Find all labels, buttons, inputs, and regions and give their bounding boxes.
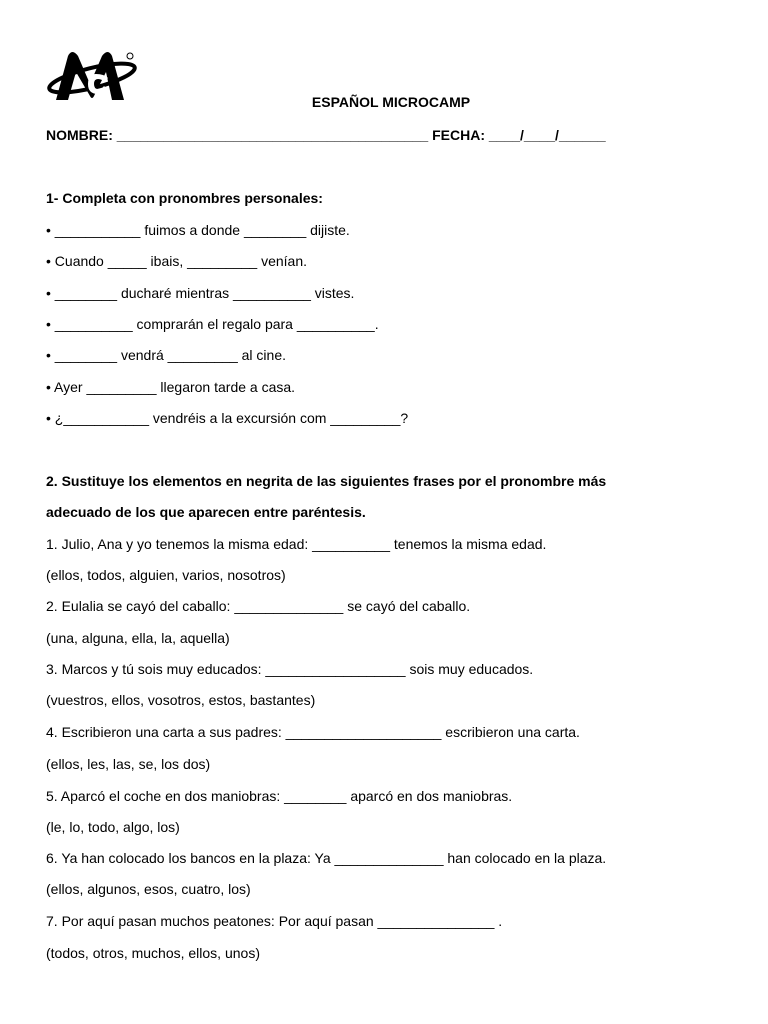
section2-heading-line2: adecuado de los que aparecen entre paréntesis. <box>46 504 366 520</box>
section1-item: • ___________ fuimos a donde ________ dijiste. <box>46 222 350 238</box>
section2-sentence: 6. Ya han colocado los bancos en la plaza: Ya ______________ han colocado en la plaza. <box>46 850 607 866</box>
section2-sentence: 3. Marcos y tú sois muy educados: __________________ sois muy educados. <box>46 661 534 677</box>
section2-heading-line1: 2. Sustituye los elementos en negrita de las siguientes frases por el pronombre más <box>46 473 607 489</box>
section2-options: (ellos, les, las, se, los dos) <box>46 756 211 772</box>
section2-sentence: 2. Eulalia se cayó del caballo: ______________ se cayó del caballo. <box>46 598 471 614</box>
section2-sentence: 4. Escribieron una carta a sus padres: ____________________ escribieron una carta. <box>46 724 580 740</box>
section2-options: (ellos, algunos, esos, cuatro, los) <box>46 881 251 897</box>
section2-options: (ellos, todos, alguien, varios, nosotros) <box>46 567 286 583</box>
section1-item: • Cuando _____ ibais, _________ venían. <box>46 253 308 269</box>
section1-item: • ________ vendrá _________ al cine. <box>46 347 286 363</box>
section2-sentence: 5. Aparcó el coche en dos maniobras: ________ aparcó en dos maniobras. <box>46 788 513 804</box>
section1-item: • __________ comprarán el regalo para __________. <box>46 316 379 332</box>
page-title: ESPAÑOL MICROCAMP <box>311 94 471 110</box>
section1-item: • Ayer _________ llegaron tarde a casa. <box>46 379 296 395</box>
section2-options: (le, lo, todo, algo, los) <box>46 819 180 835</box>
section1-item: • ¿___________ vendréis a la excursión com _________? <box>46 410 409 426</box>
section1-item: • ________ ducharé mientras __________ vistes. <box>46 285 355 301</box>
section1-heading: 1- Completa con pronombres personales: <box>46 190 323 206</box>
section2-options: (una, alguna, ella, la, aquella) <box>46 630 230 646</box>
section2-sentence: 1. Julio, Ana y yo tenemos la misma edad: __________ tenemos la misma edad. <box>46 536 547 552</box>
name-date-line: NOMBRE: ________________________________________ FECHA: ____/____/______ <box>46 127 606 143</box>
section2-options: (todos, otros, muchos, ellos, unos) <box>46 945 260 961</box>
section2-options: (vuestros, ellos, vosotros, estos, bastantes) <box>46 692 316 708</box>
section2-sentence: 7. Por aquí pasan muchos peatones: Por aquí pasan _______________ . <box>46 913 503 929</box>
